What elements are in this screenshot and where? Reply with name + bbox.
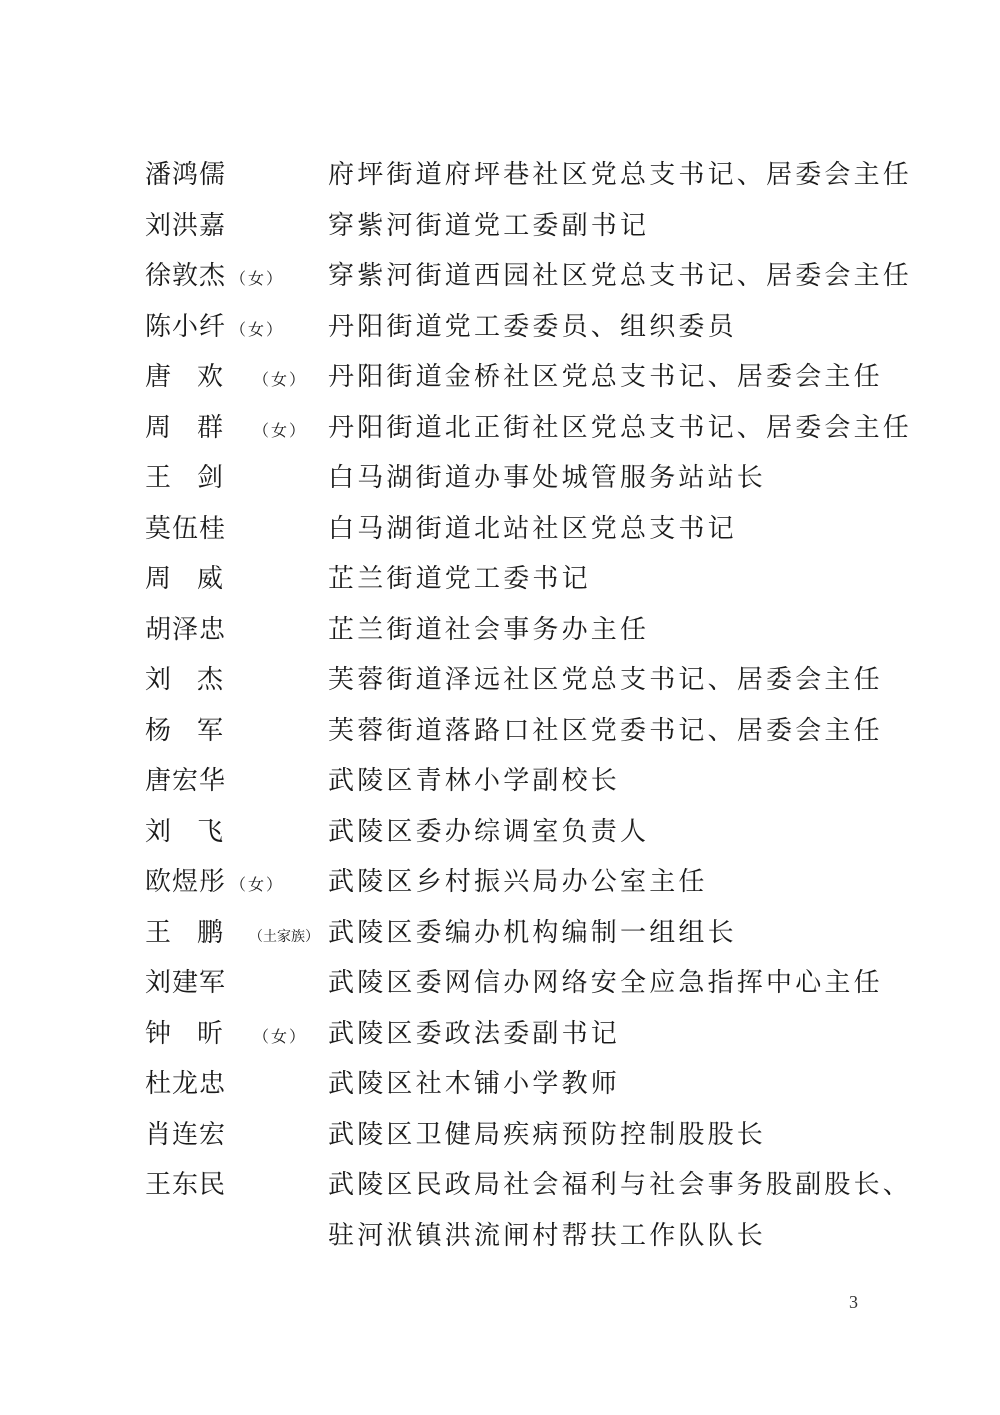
person-name: 肖连宏 — [145, 1119, 227, 1150]
person-name-cell — [145, 857, 328, 911]
list-item — [145, 655, 883, 706]
person-note: （土家族） — [249, 928, 320, 945]
list-item — [145, 302, 875, 353]
list-item — [145, 251, 913, 302]
person-note: （女） — [230, 269, 285, 288]
person-name-cell — [145, 1160, 328, 1211]
list-item — [145, 857, 875, 908]
person-title: 芙蓉街道泽远社区党总支书记、居委会主任 — [328, 665, 883, 695]
name-list — [145, 150, 913, 1261]
list-item — [145, 352, 883, 403]
person-title: 白马湖街道北站社区党总支书记 — [328, 513, 737, 544]
person-name-cell — [145, 1059, 328, 1110]
person-name-cell — [145, 403, 328, 457]
list-item — [145, 403, 913, 454]
person-title: 武陵区社木铺小学教师 — [328, 1069, 621, 1099]
person-name: 胡泽忠 — [145, 614, 227, 645]
list-item — [145, 453, 875, 504]
person-name-cell — [145, 655, 328, 706]
list-item — [145, 908, 875, 959]
person-name-cell — [145, 1009, 328, 1063]
person-name-cell — [145, 1110, 328, 1161]
person-title: 武陵区民政局社会福利与社会事务股副股长、 — [328, 1170, 913, 1200]
person-name: 莫伍桂 — [145, 513, 227, 544]
person-note: （女） — [230, 319, 285, 339]
person-name: 陈小纤 — [145, 311, 227, 342]
person-name-cell — [145, 302, 328, 356]
person-title: 武陵区委网信办网络安全应急指挥中心主任 — [328, 968, 883, 998]
person-name-cell — [145, 605, 328, 656]
person-title: 丹阳街道金桥社区党总支书记、居委会主任 — [328, 362, 883, 392]
person-name: 唐欢 — [145, 362, 250, 392]
person-title: 芷兰街道社会事务办主任 — [328, 614, 650, 645]
list-item — [145, 554, 875, 605]
list-item — [145, 958, 883, 1009]
person-name: 刘洪嘉 — [145, 210, 227, 241]
person-title: 武陵区委办综调室负责人 — [328, 816, 650, 847]
person-name: 刘建军 — [145, 968, 227, 998]
person-title: 丹阳街道北正街社区党总支书记、居委会主任 — [328, 412, 913, 443]
person-name: 周群 — [145, 412, 250, 443]
person-title: 武陵区委编办机构编制一组组长 — [328, 917, 737, 948]
person-name-cell — [145, 958, 328, 1009]
list-item — [145, 756, 875, 807]
person-name: 杨军 — [145, 715, 250, 746]
person-name: 潘鸿儒 — [145, 160, 227, 190]
list-item — [145, 807, 875, 858]
person-name: 刘飞 — [145, 816, 250, 847]
person-note: （女） — [230, 875, 285, 894]
page-number: 3 — [849, 1292, 858, 1312]
person-name-cell — [145, 706, 328, 757]
person-name: 杜龙忠 — [145, 1069, 227, 1099]
person-name-cell — [145, 504, 328, 555]
person-title: 武陵区卫健局疾病预防控制股股长 — [328, 1119, 767, 1150]
person-name-cell — [145, 251, 328, 305]
person-name: 唐宏华 — [145, 766, 227, 796]
person-title: 武陵区青林小学副校长 — [328, 766, 621, 796]
person-name: 王剑 — [145, 463, 250, 493]
person-name-cell — [145, 554, 328, 605]
person-name-cell — [145, 150, 328, 201]
person-name: 徐敦杰 — [145, 261, 227, 291]
person-name-cell — [145, 807, 328, 858]
person-title: 穿紫河街道西园社区党总支书记、居委会主任 — [328, 261, 913, 291]
list-item — [145, 1009, 875, 1060]
person-name: 王东民 — [145, 1170, 227, 1200]
person-name-cell — [145, 453, 328, 504]
person-title: 武陵区乡村振兴局办公室主任 — [328, 867, 708, 897]
person-note: （女） — [253, 370, 308, 389]
person-name-cell — [145, 201, 328, 252]
person-title: 丹阳街道党工委委员、组织委员 — [328, 311, 737, 342]
list-item — [145, 706, 883, 757]
list-item — [145, 1059, 875, 1110]
person-title-block — [328, 1160, 912, 1261]
list-item — [145, 1110, 875, 1161]
person-name: 刘杰 — [145, 665, 250, 695]
person-name-cell — [145, 756, 328, 807]
person-title: 穿紫河街道党工委副书记 — [328, 210, 650, 241]
person-title: 芷兰街道党工委书记 — [328, 564, 591, 594]
list-item — [145, 201, 875, 252]
person-title-continued: 驻河洑镇洪流闸村帮扶工作队队长 — [328, 1220, 767, 1251]
person-title: 武陵区委政法委副书记 — [328, 1018, 621, 1049]
person-name: 周威 — [145, 564, 250, 594]
person-note: （女） — [253, 1026, 308, 1046]
list-item — [145, 605, 875, 656]
person-title: 芙蓉街道落路口社区党委书记、居委会主任 — [328, 715, 883, 746]
list-item — [145, 1160, 913, 1261]
person-name-cell — [145, 352, 328, 406]
list-item — [145, 150, 913, 201]
person-name: 王鹏 — [145, 917, 250, 948]
person-name: 欧煜彤 — [145, 867, 227, 897]
person-name-cell — [145, 908, 328, 963]
person-title: 白马湖街道办事处城管服务站站长 — [328, 463, 767, 493]
list-item — [145, 504, 875, 555]
person-title: 府坪街道府坪巷社区党总支书记、居委会主任 — [328, 160, 913, 190]
person-note: （女） — [253, 420, 308, 440]
person-name: 钟昕 — [145, 1018, 250, 1049]
